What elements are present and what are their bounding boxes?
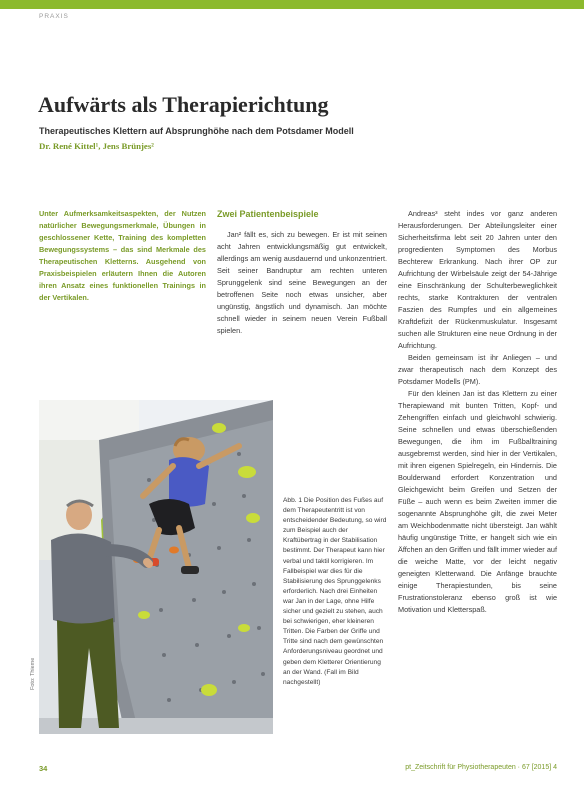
body-paragraph: Andreas³ steht indes vor ganz anderen Herausforderungen. Der Abteilungsleiter einer Sicherheitsfirma lebt seit 20 Jahren unter den progredienten Symptomen des Morbus Bechterew Erkrankung. Nach ihrer OP zur Aufrichtung der Wirbelsäule zeigt der 54-Jährige eine Einschränkung der Schulterbeweglichkeit rechts, starke Kontrakturen der ventralen Faszien des Rumpfes und ein allgemeines Kraftdefizit der Rückenmuskulatur. Insgesamt suchen alle Strukturen eine neue Ordnung in der Aufrichtung.	[398, 209, 557, 350]
climbing-photo	[39, 400, 273, 734]
page-number: 34	[39, 764, 48, 773]
article-authors: Dr. René Kittel¹, Jens Brünjes²	[39, 141, 154, 151]
body-paragraph: Für den kleinen Jan ist das Klettern zu einer Therapiewand mit bunten Tritten, Kopf- und Zehengriffen einfach und gleichwohl schwierig. Seine schnellen und etwas überschießenden Bewegungen, die ihm im Fußballtraining ausgebremst werden, sind hier in der Vertikalen, mit ihren eigenen Spielregeln, ein Hindernis. Die Boulderwand erfordert Konzentration und Gleichgewicht beim Greifen und Setzen der Füße – auch wenn es beim Zweiten immer die sogenannte Absprunghöhe gilt, die zwei Meter am Weichbodenmatte nicht übersteigt. Jan wählt häufig ungünstige Tritte, er hangelt sich wie ein Äffchen an den Griffen und fällt immer wieder auf die weiche Matte, vor der leicht negativ geneigten Kletterwand. Die Anfänge brauchte einige Therapiestunden, bis seine Frustrationstoleranz ebenso groß ist wie Motivation und Kletterspaß.	[398, 389, 557, 614]
lead-paragraph: Unter Aufmerksamkeitsaspekten, der Nutzen natürlicher Bewegungsmerkmale, Übungen in geschlossener Kette, Training des kompletten Bewegungssystems – das sind Merkmale des Therapeutischen Kletterns. Ausgehend von Praxisbeispielen erläutern Ihnen die Autoren ihren Ansatz eines funktionellen Trainings in der Vertikalen.	[39, 209, 206, 302]
article-subtitle: Therapeutisches Klettern auf Absprunghöhe nach dem Potsdamer Modell	[39, 126, 354, 136]
middle-column	[217, 208, 387, 337]
climbing-scene-illustration	[39, 400, 273, 734]
body-paragraph-jan: Jan² fällt es, sich zu bewegen. Er ist mit seinen acht Jahren entwicklungsmäßig gut entwickelt, allerdings am wenig ausdauernd und unkonzentriert. Seit seiner Bandruptur am rechten unteren Sprunggelenk sind seine Bewegungen an der betroffenen Seite noch etwas unsicher, aber ungünstig, ängstlich und dynamisch. Jan möchte schnell wieder in seinem neuen Verein Fußball spielen.	[217, 230, 387, 335]
journal-footer: pt_Zeitschrift für Physiotherapeuten · 67 [2015] 4	[405, 764, 557, 771]
body-paragraph: Beiden gemeinsam ist ihr Anliegen – und zwar therapeutisch nach dem Konzept des Potsdamer Modells (PM).	[398, 353, 557, 386]
right-column	[398, 208, 557, 616]
article-title: Aufwärts als Therapierichtung	[38, 92, 329, 117]
figure-caption: Abb. 1 Die Position des Fußes auf dem Therapeutentritt ist von entscheidender Bedeutung, so wird zum Beispiel auch der Kraftübertrag in der Stabilisation bestimmt. Der Therapeut kann hier verbal und taktil korrigieren. Im Fallbeispiel war dies für die Stabilisierung des Sprunggelenks erforderlich. Nach drei Einheiten war Jan in der Lage, ohne Hilfe sicher und gezielt zu stehen, auch bei schwierigen, eher kleineren Tritten. Die Farben der Griffe und Tritte sind nach dem gewünschten Anforderungsniveau geordnet und geben dem Kletterer Orientierung an der Wand. (Fall im Bild nachgestellt)	[283, 497, 387, 686]
photo-credit: Foto: Thieme	[30, 657, 36, 690]
section-heading: Zwei Patientenbeispiele	[217, 209, 319, 219]
header-accent-bar	[0, 0, 584, 9]
section-label: PRAXIS	[39, 13, 69, 20]
